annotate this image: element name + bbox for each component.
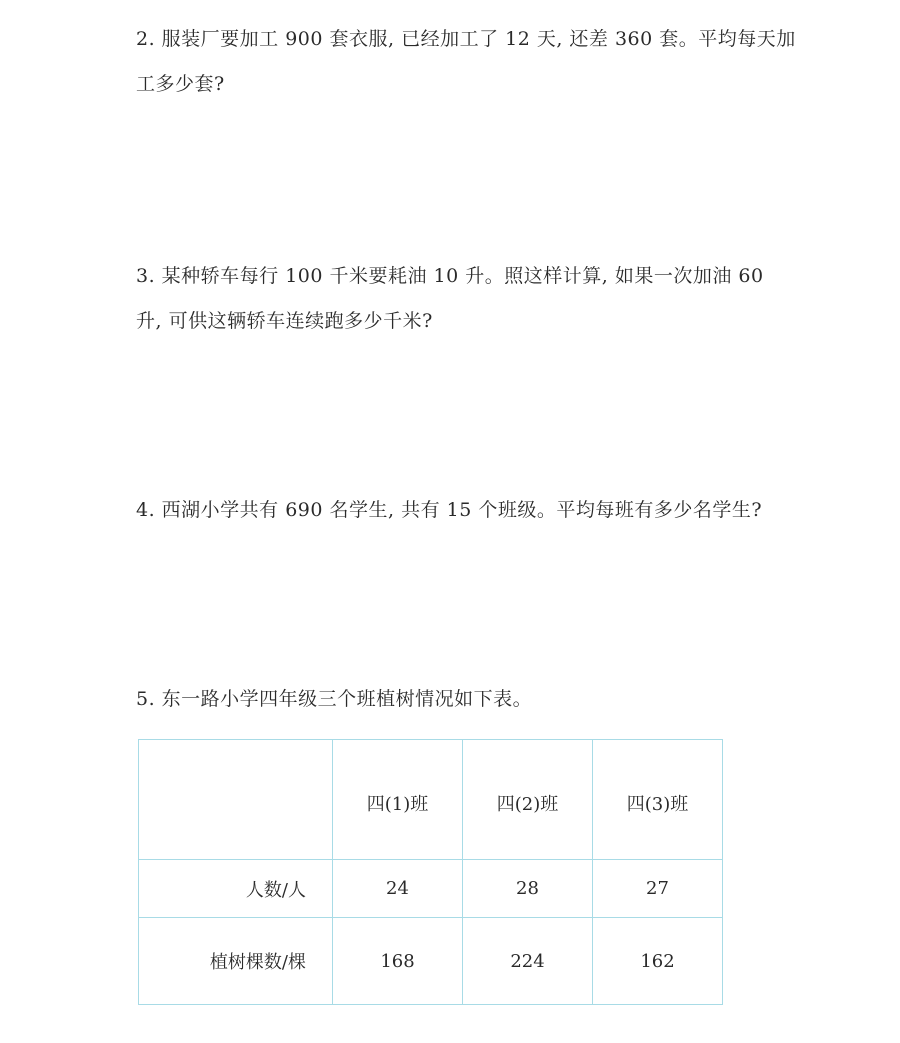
table-row-tree-count	[139, 918, 723, 1005]
row-label-student-count: 人数/人	[139, 860, 333, 918]
cell-tree-count-class-3: 162	[593, 918, 723, 1005]
table-row-student-count	[139, 860, 723, 918]
column-header-class-3: 四(3)班	[593, 740, 723, 860]
cell-student-count-class-3: 27	[593, 860, 723, 918]
column-header-class-2: 四(2)班	[463, 740, 593, 860]
cell-tree-count-class-2: 224	[463, 918, 593, 1005]
tree-planting-table	[138, 739, 723, 1005]
problem-4-text: 4. 西湖小学共有 690 名学生, 共有 15 个班级。平均每班有多少名学生?	[136, 499, 763, 521]
table-corner-cell	[139, 740, 333, 860]
cell-tree-count-class-1: 168	[333, 918, 463, 1005]
cell-student-count-class-2: 28	[463, 860, 593, 918]
table-header-row	[139, 740, 723, 860]
cell-student-count-class-1: 24	[333, 860, 463, 918]
problem-3-text: 3. 某种轿车每行 100 千米要耗油 10 升。照这样计算, 如果一次加油 60 升, 可供这辆轿车连续跑多少千米?	[136, 265, 764, 332]
row-label-tree-count: 植树棵数/棵	[139, 918, 333, 1005]
column-header-class-1: 四(1)班	[333, 740, 463, 860]
problem-5-text: 5. 东一路小学四年级三个班植树情况如下表。	[136, 688, 533, 710]
problem-2-text: 2. 服装厂要加工 900 套衣服, 已经加工了 12 天, 还差 360 套。平均每天加工多少套?	[136, 28, 796, 95]
